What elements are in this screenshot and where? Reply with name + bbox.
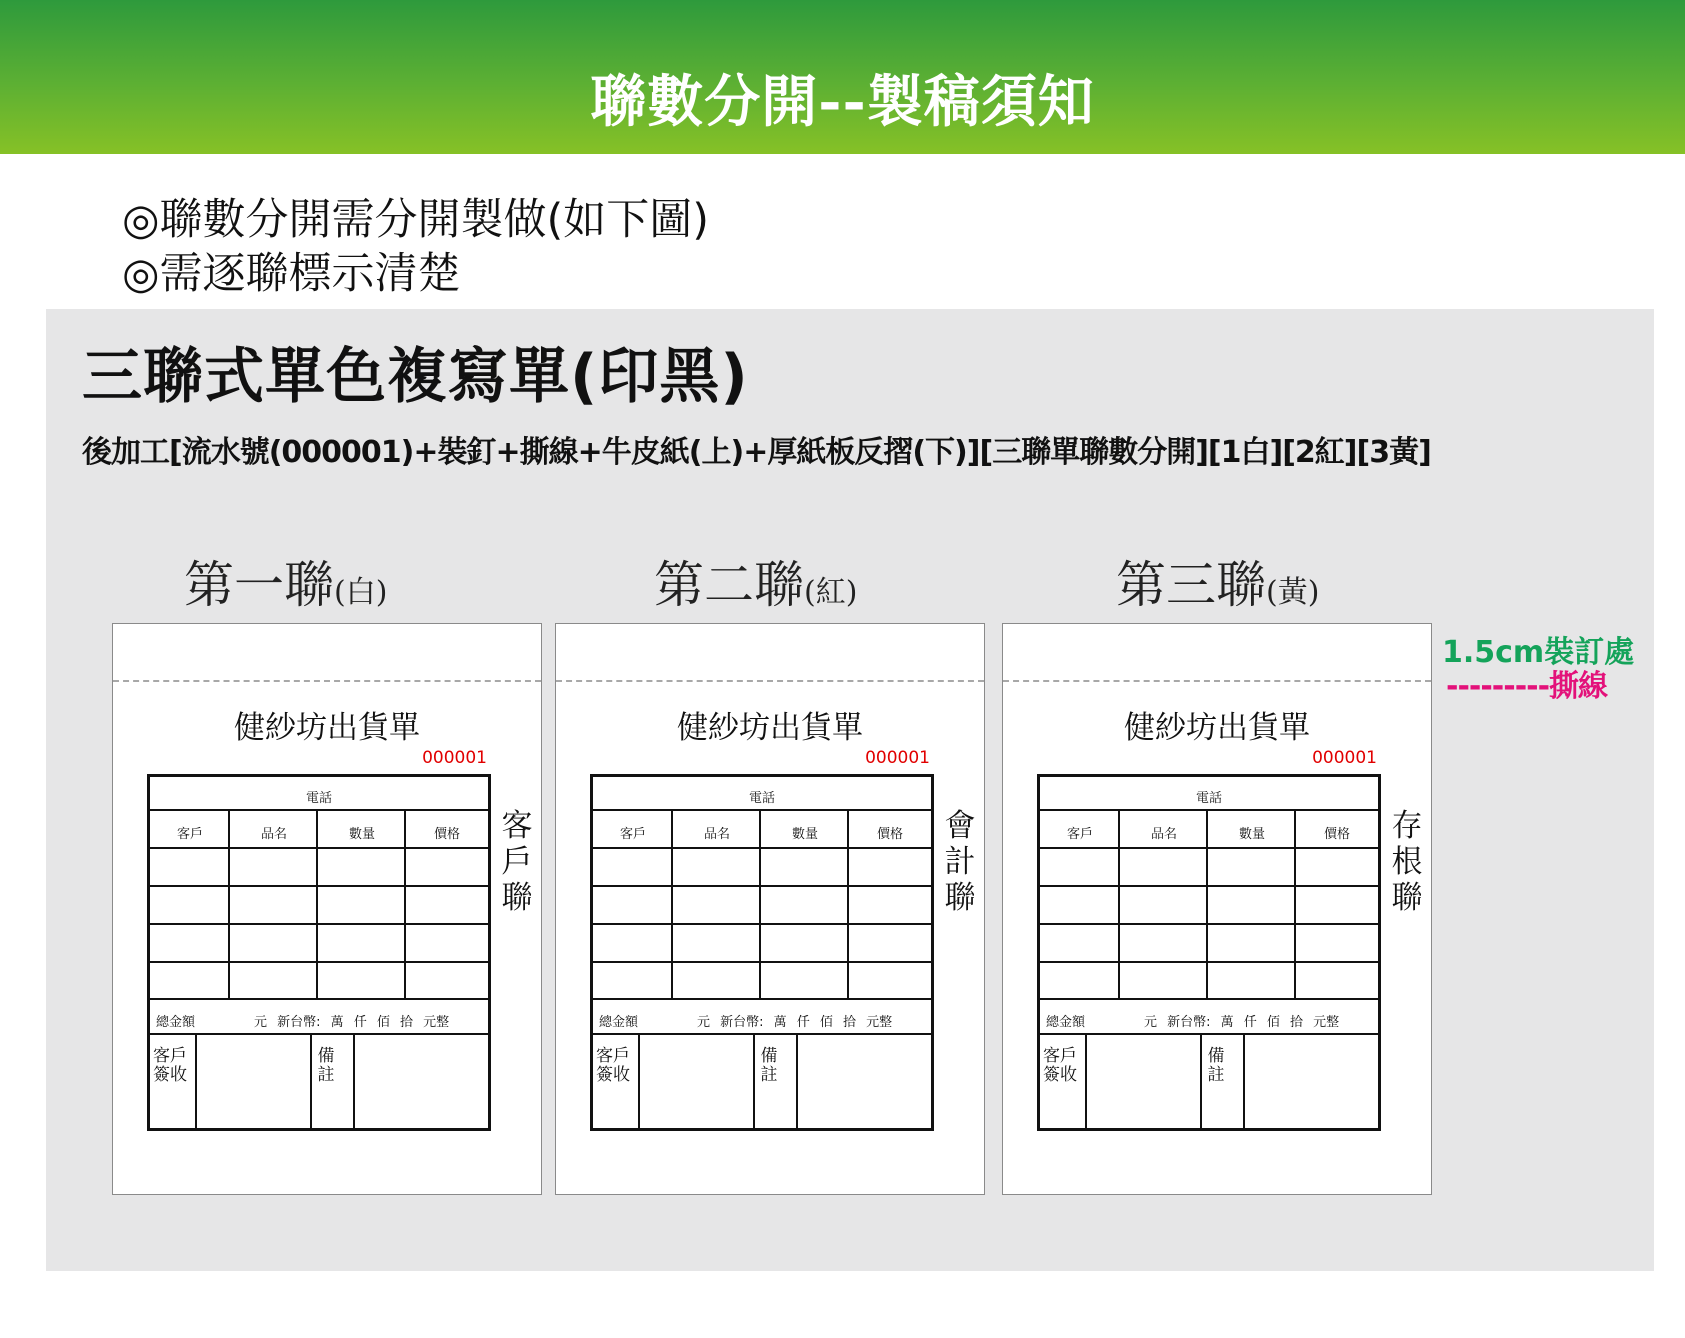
banner-title: 聯數分開--製稿須知 xyxy=(590,69,1095,135)
memo-label: 備註 xyxy=(760,1046,778,1085)
currency-units: 元 新台幣: 萬 仟 佰 拾 元整 xyxy=(254,1015,450,1030)
tear-line-label: ---------撕線 xyxy=(1446,669,1608,704)
copy-heading-2: 第二聯(紅) xyxy=(654,556,858,614)
invoice-table xyxy=(147,774,491,1131)
tear-dashed-line xyxy=(113,680,541,682)
copy-heading-3: 第三聯(黃) xyxy=(1116,556,1320,614)
binding-area-label: 1.5cm裝訂處 xyxy=(1442,635,1635,670)
form-sheet-2 xyxy=(555,623,985,1195)
copy-side-label: 存根聯 xyxy=(1391,808,1423,916)
copy-color-3: (黃) xyxy=(1266,575,1320,610)
column-header: 數量 xyxy=(1238,827,1265,842)
example-panel xyxy=(46,309,1654,1271)
customer-signature-label: 客戶簽收 xyxy=(596,1046,630,1085)
tear-dashed-line xyxy=(1003,680,1431,682)
form-title: 健紗坊出貨單 xyxy=(1124,710,1310,746)
currency-units: 元 新台幣: 萬 仟 佰 拾 元整 xyxy=(697,1015,893,1030)
memo-label: 備註 xyxy=(1207,1046,1225,1085)
column-header: 客戶 xyxy=(176,827,203,842)
customer-signature-label: 客戶簽收 xyxy=(153,1046,187,1085)
form-sheet-3 xyxy=(1002,623,1432,1195)
note-separate-copies: ◎聯數分開需分開製做(如下圖) xyxy=(122,195,710,245)
column-header: 品名 xyxy=(260,827,287,842)
total-amount-label: 總金額 xyxy=(599,1015,639,1030)
product-title: 三聯式單色複寫單(印黑) xyxy=(82,342,749,412)
post-processing-spec: 後加工[流水號(000001)+裝釘+撕線+牛皮紙(上)+厚紙板反摺(下)][三聯單聯數分開][1白][2紅][3黃] xyxy=(82,435,1431,470)
copy-side-label: 會計聯 xyxy=(944,808,976,916)
currency-units: 元 新台幣: 萬 仟 佰 拾 元整 xyxy=(1144,1015,1340,1030)
form-title: 健紗坊出貨單 xyxy=(234,710,420,746)
tear-dashed-line xyxy=(556,680,984,682)
memo-label: 備註 xyxy=(317,1046,335,1085)
column-header: 品名 xyxy=(1150,827,1177,842)
copy-color-2: (紅) xyxy=(804,575,858,610)
column-header: 客戶 xyxy=(619,827,646,842)
copy-color-1: (白) xyxy=(334,575,388,610)
form-title: 健紗坊出貨單 xyxy=(677,710,863,746)
invoice-table xyxy=(590,774,934,1131)
note-label-each-copy: ◎需逐聯標示清楚 xyxy=(122,249,461,299)
phone-label: 電話 xyxy=(1195,791,1222,806)
serial-number: 000001 xyxy=(422,748,487,768)
column-header: 數量 xyxy=(791,827,818,842)
serial-number: 000001 xyxy=(865,748,930,768)
column-header: 價格 xyxy=(1323,827,1350,842)
column-header: 數量 xyxy=(348,827,375,842)
serial-number: 000001 xyxy=(1312,748,1377,768)
column-header: 價格 xyxy=(876,827,903,842)
column-header: 客戶 xyxy=(1066,827,1093,842)
invoice-table xyxy=(1037,774,1381,1131)
phone-label: 電話 xyxy=(748,791,775,806)
copy-heading-1: 第一聯(白) xyxy=(184,556,388,614)
phone-label: 電話 xyxy=(305,791,332,806)
column-header: 品名 xyxy=(703,827,730,842)
copy-side-label: 客戶聯 xyxy=(501,808,533,916)
total-amount-label: 總金額 xyxy=(1046,1015,1086,1030)
header-banner xyxy=(0,0,1685,154)
customer-signature-label: 客戶簽收 xyxy=(1043,1046,1077,1085)
total-amount-label: 總金額 xyxy=(156,1015,196,1030)
form-sheet-1 xyxy=(112,623,542,1195)
column-header: 價格 xyxy=(433,827,460,842)
